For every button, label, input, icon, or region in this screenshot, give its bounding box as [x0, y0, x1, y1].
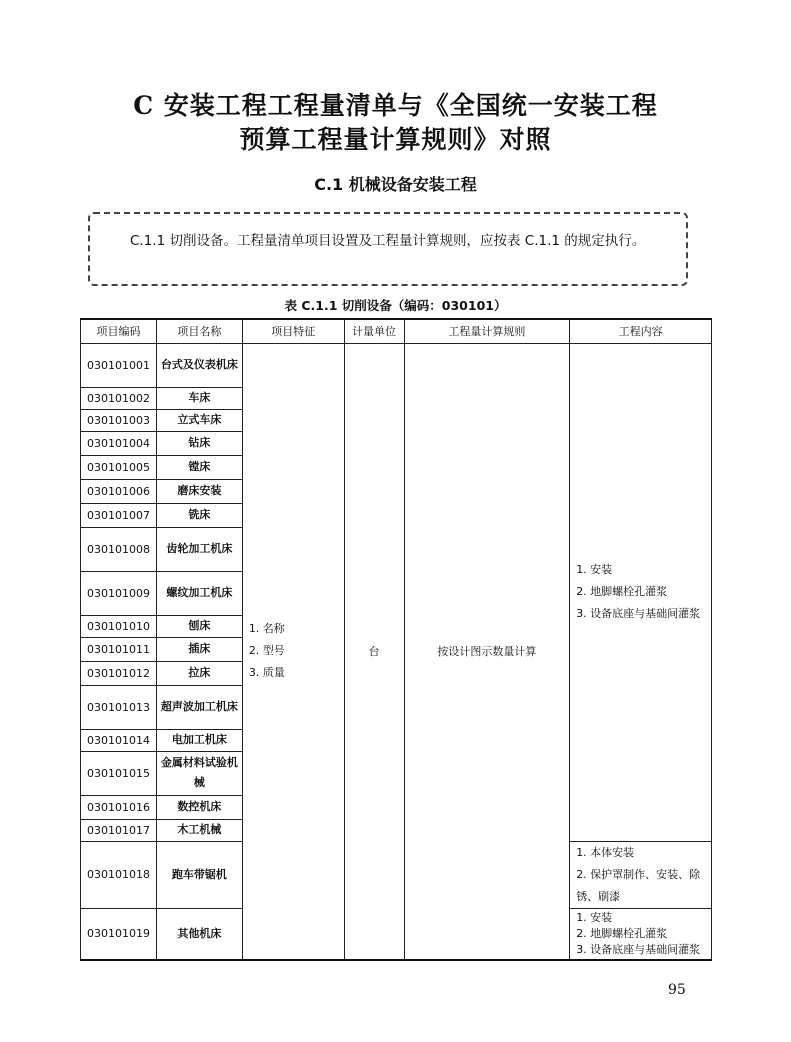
chapter-title-line-2: 预算工程量计算规则》对照 — [239, 125, 552, 154]
header-features: 项目特征 — [242, 319, 344, 343]
features-cell — [242, 343, 344, 960]
note-box — [88, 212, 688, 286]
work-content-cell — [570, 841, 712, 908]
item-code: 030101006 — [81, 479, 157, 503]
item-code: 030101017 — [81, 819, 157, 841]
item-code: 030101009 — [81, 571, 157, 615]
feature-item: 2. 型号 — [248, 644, 285, 658]
note-text: C.1.1 切削设备。工程量清单项目设置及工程量计算规则，应按表 C.1.1 的规定执行。 — [130, 233, 646, 249]
work-item: 1. 本体安装 — [576, 845, 635, 859]
item-name: 钻床 — [156, 431, 242, 455]
item-name: 木工机械 — [156, 819, 242, 841]
header-work: 工程内容 — [570, 319, 712, 343]
item-name: 刨床 — [156, 615, 242, 637]
item-code: 030101005 — [81, 455, 157, 479]
item-code: 030101015 — [81, 751, 157, 795]
item-code: 030101007 — [81, 503, 157, 527]
work-item: 2. 地脚螺栓孔灌浆 — [576, 585, 668, 598]
item-name: 插床 — [156, 637, 242, 661]
section-title: C.1 机械设备安装工程 — [314, 175, 477, 194]
item-name: 铣床 — [156, 503, 242, 527]
header-rule: 工程量计算规则 — [404, 319, 570, 343]
work-item: 2. 地脚螺栓孔灌浆 — [576, 926, 668, 940]
item-name: 螺纹加工机床 — [156, 571, 242, 615]
work-content-cell — [570, 343, 712, 841]
item-name: 电加工机床 — [156, 729, 242, 751]
item-name: 车床 — [156, 387, 242, 409]
item-code: 030101014 — [81, 729, 157, 751]
item-code: 030101002 — [81, 387, 157, 409]
work-content-cell — [570, 908, 712, 960]
rule-cell: 按设计图示数量计算 — [404, 343, 570, 960]
item-code: 030101010 — [81, 615, 157, 637]
unit-cell: 台 — [344, 343, 404, 960]
item-code: 030101018 — [81, 841, 157, 908]
item-code: 030101008 — [81, 527, 157, 571]
item-name: 磨床安装 — [156, 479, 242, 503]
item-name: 其他机床 — [156, 908, 242, 960]
item-name: 立式车床 — [156, 409, 242, 431]
item-name: 镗床 — [156, 455, 242, 479]
item-code: 030101012 — [81, 661, 157, 685]
page-number: 95 — [668, 982, 686, 998]
item-name: 拉床 — [156, 661, 242, 685]
item-name: 超声波加工机床 — [156, 685, 242, 729]
work-item: 1. 安装 — [576, 910, 613, 924]
work-item: 2. 保护罩制作、安装、除锈、刷漆 — [576, 867, 701, 903]
item-code: 030101011 — [81, 637, 157, 661]
header-name: 项目名称 — [156, 319, 242, 343]
feature-item: 1. 名称 — [248, 622, 285, 636]
item-code: 030101004 — [81, 431, 157, 455]
item-code: 030101013 — [81, 685, 157, 729]
item-name: 齿轮加工机床 — [156, 527, 242, 571]
item-name: 金属材料试验机械 — [156, 751, 242, 795]
item-name: 台式及仪表机床 — [156, 343, 242, 387]
header-unit: 计量单位 — [344, 319, 404, 343]
header-code: 项目编码 — [81, 319, 157, 343]
feature-item: 3. 质量 — [248, 666, 285, 680]
table-row — [81, 343, 712, 387]
work-item: 1. 安装 — [576, 563, 613, 576]
item-name: 跑车带锯机 — [156, 841, 242, 908]
table-header-row — [81, 319, 712, 343]
work-item: 3. 设备底座与基础间灌浆 — [576, 942, 701, 956]
chapter-title-line-1: C 安装工程工程量清单与《全国统一安装工程 — [133, 91, 658, 120]
item-name: 数控机床 — [156, 795, 242, 819]
cutting-equipment-table — [80, 318, 712, 961]
item-code: 030101001 — [81, 343, 157, 387]
item-code: 030101016 — [81, 795, 157, 819]
item-code: 030101003 — [81, 409, 157, 431]
table-caption: 表 C.1.1 切削设备（编码：030101） — [284, 298, 507, 313]
item-code: 030101019 — [81, 908, 157, 960]
work-item: 3. 设备底座与基础间灌浆 — [576, 607, 701, 620]
